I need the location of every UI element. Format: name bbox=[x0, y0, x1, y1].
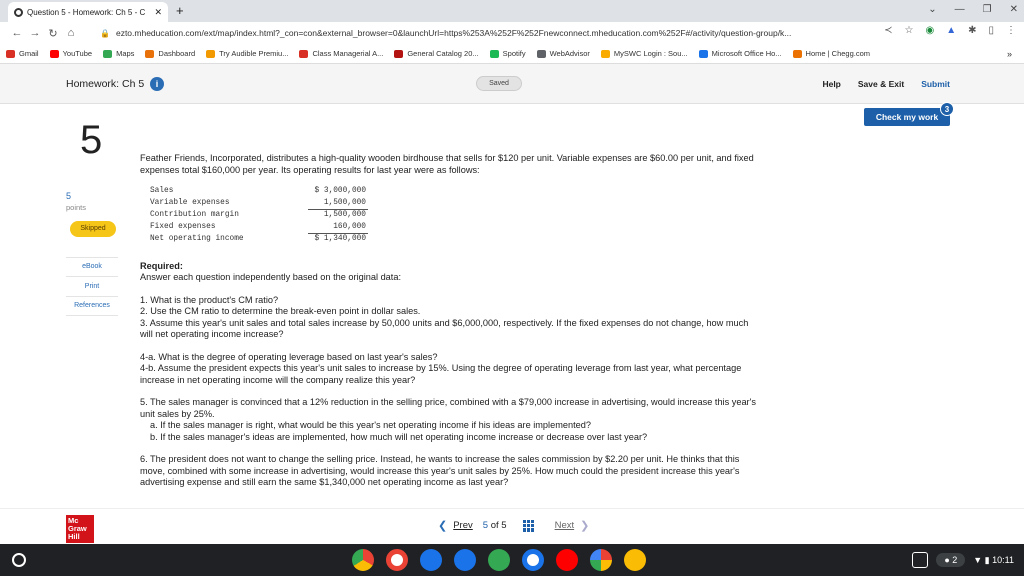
bookmark-favicon-icon bbox=[793, 50, 802, 58]
statement-value: $ 1,340,000 bbox=[314, 235, 366, 243]
bookmark-label: Dashboard bbox=[158, 49, 196, 58]
prev-chevron-icon[interactable]: ❮ bbox=[438, 520, 448, 532]
statement-label: Net operating income bbox=[150, 234, 244, 243]
bookmark-label: YouTube bbox=[62, 49, 93, 58]
bookmark-item[interactable] bbox=[490, 49, 526, 58]
bookmark-label: Microsoft Office Ho... bbox=[711, 49, 782, 58]
sidebar-divider bbox=[66, 296, 118, 297]
page-indicator bbox=[483, 520, 507, 531]
bookmark-label: Gmail bbox=[19, 49, 39, 58]
bookmark-label: MySWC Login : Sou... bbox=[613, 49, 688, 58]
references-link[interactable]: References bbox=[74, 302, 110, 309]
bookmark-label: Spotify bbox=[502, 49, 526, 58]
os-taskbar bbox=[0, 544, 1024, 576]
question-5a: a. If the sales manager is right, what would be this year's net operating income if his ideas are implemented? bbox=[150, 420, 591, 430]
bookmark-item[interactable] bbox=[50, 49, 92, 58]
question-4b: 4-b. Assume the president expects this year's unit sales to increase by 15%. Using the degree of operating leverage from last year, what percentage increase in net operating income will the company realize this year? bbox=[140, 363, 742, 385]
page-favicon-icon bbox=[14, 8, 23, 17]
bookmark-favicon-icon bbox=[103, 50, 112, 58]
question-content bbox=[140, 153, 760, 489]
bookmark-item[interactable] bbox=[394, 49, 478, 58]
bookmarks-bar bbox=[0, 44, 1024, 64]
extensions-icon[interactable]: ✱ bbox=[968, 25, 977, 36]
help-link[interactable]: Help bbox=[822, 79, 841, 89]
home-icon[interactable]: ⌂ bbox=[67, 27, 75, 39]
close-window-icon[interactable]: ✕ bbox=[1009, 4, 1018, 15]
bookmark-favicon-icon bbox=[601, 50, 610, 58]
statement-label: Contribution margin bbox=[150, 210, 239, 219]
question-5b: b. If the sales manager's ideas are implemented, how much will net operating income increase or decrease over last year? bbox=[150, 431, 648, 442]
required-heading: Required: bbox=[140, 260, 183, 271]
total-pages: 5 bbox=[501, 520, 507, 531]
statement-label: Variable expenses bbox=[150, 198, 230, 207]
bookmark-item[interactable] bbox=[145, 49, 195, 58]
assignment-header bbox=[0, 64, 1024, 104]
bookmark-favicon-icon bbox=[537, 50, 546, 58]
lock-icon: 🔒 bbox=[100, 28, 110, 38]
address-bar-row bbox=[0, 22, 1024, 44]
bookmark-item[interactable] bbox=[537, 49, 590, 58]
window-controls bbox=[928, 4, 1018, 15]
statement-value: 1,500,000 bbox=[308, 198, 368, 210]
bookmark-favicon-icon bbox=[299, 50, 308, 58]
side-panel-icon[interactable]: ▯ bbox=[988, 25, 994, 36]
notifications-pill[interactable]: ● 2 bbox=[936, 553, 965, 567]
mcgraw-hill-logo: Mc Graw Hill bbox=[66, 515, 94, 543]
points-value: 5 bbox=[66, 191, 72, 201]
page-of: of bbox=[490, 520, 499, 531]
footer-bar bbox=[0, 508, 1024, 544]
statement-value: 1,500,000 bbox=[323, 211, 366, 219]
bookmark-item[interactable] bbox=[206, 49, 288, 58]
question-intro: Feather Friends, Incorporated, distributes a high-quality wooden birdhouse that sells for $120 per unit. Variable expenses are $60.00 per unit, and fixed expenses total $160,000 per year. Its operating results for last year were as follows: bbox=[140, 153, 754, 175]
question-6-text: 6. The president does not want to change the selling price. Instead, he wants to increase the sales commission by $2.20 per unit. He thinks that this move, combined with some increase in advertising, would increase this year's unit sales by 25%. How much could the president increase this year's advertising expense and still earn the same $1,340,000 net operating income as last year? bbox=[140, 454, 740, 487]
submit-link[interactable]: Submit bbox=[921, 79, 950, 89]
question-1: 1. What is the product's CM ratio? bbox=[140, 294, 279, 305]
statement-row bbox=[148, 210, 368, 222]
bookmark-item[interactable] bbox=[6, 49, 39, 58]
bookmark-item[interactable] bbox=[103, 49, 134, 58]
play-store-icon[interactable] bbox=[522, 549, 544, 571]
bookmark-item[interactable] bbox=[299, 49, 383, 58]
pinned-apps bbox=[352, 549, 646, 571]
next-button[interactable]: Next bbox=[554, 520, 575, 531]
notification-count: 2 bbox=[952, 555, 958, 565]
grammarly-icon[interactable]: ◉ bbox=[925, 25, 935, 36]
gmail-icon[interactable] bbox=[386, 549, 408, 571]
clock: 10:11 bbox=[992, 554, 1014, 565]
statement-label: Sales bbox=[150, 187, 174, 195]
question-2: 2. Use the CM ratio to determine the break-even point in dollar sales. bbox=[140, 306, 421, 316]
tab-search-icon[interactable]: ⌄ bbox=[928, 4, 937, 15]
questions-1-3 bbox=[140, 295, 760, 341]
statement-value: 160,000 bbox=[308, 222, 368, 234]
bookmark-label: WebAdvisor bbox=[549, 49, 590, 58]
tab-title: Question 5 - Homework: Ch 5 - C bbox=[27, 7, 146, 17]
bookmark-favicon-icon bbox=[490, 50, 499, 58]
statement-row bbox=[148, 234, 368, 246]
screen-capture-icon[interactable] bbox=[912, 552, 928, 568]
files-icon[interactable] bbox=[454, 549, 476, 571]
check-my-work-button[interactable]: Check my work bbox=[864, 108, 950, 126]
save-exit-link[interactable]: Save & Exit bbox=[857, 79, 905, 89]
drive-icon[interactable]: ▲ bbox=[946, 25, 957, 36]
youtube-icon[interactable] bbox=[556, 549, 578, 571]
bookmark-favicon-icon bbox=[394, 50, 403, 58]
bookmark-item[interactable] bbox=[699, 49, 782, 58]
sidebar-divider bbox=[66, 315, 118, 316]
statement-row bbox=[148, 222, 368, 234]
bookmark-favicon-icon bbox=[699, 50, 708, 58]
print-link[interactable]: Print bbox=[84, 283, 100, 290]
bookmark-label: Home | Chegg.com bbox=[805, 49, 871, 58]
bookmark-label: Class Managerial A... bbox=[312, 49, 384, 58]
calendar-icon[interactable] bbox=[420, 549, 442, 571]
bookmark-label: Try Audible Premiu... bbox=[219, 49, 289, 58]
statement-row bbox=[148, 186, 368, 198]
question-number: 5 bbox=[80, 118, 103, 162]
statement-label: Fixed expenses bbox=[150, 222, 216, 231]
bookmark-star-icon[interactable]: ☆ bbox=[904, 25, 914, 36]
question-5 bbox=[140, 397, 760, 443]
sidebar-divider bbox=[66, 276, 118, 277]
bookmark-favicon-icon bbox=[50, 50, 59, 58]
bookmark-favicon-icon bbox=[145, 50, 154, 58]
sidebar-divider bbox=[66, 257, 118, 258]
saved-status: Saved bbox=[476, 76, 522, 91]
status-badge: Skipped bbox=[70, 221, 116, 237]
forward-icon[interactable]: → bbox=[29, 27, 41, 39]
check-attempts-badge: 3 bbox=[940, 102, 954, 116]
info-icon[interactable]: i bbox=[150, 77, 164, 91]
bookmark-item[interactable] bbox=[601, 49, 688, 58]
question-5-stem: 5. The sales manager is convinced that a 12% reduction in the selling price, combined with a $79,000 increase in advertising, would increase this year's unit sales by 25%. bbox=[140, 397, 756, 419]
more-bookmarks-icon[interactable]: » bbox=[1006, 49, 1012, 59]
classroom-icon[interactable] bbox=[488, 549, 510, 571]
reload-icon[interactable]: ↻ bbox=[48, 27, 58, 40]
photos-icon[interactable] bbox=[590, 549, 612, 571]
prev-button[interactable]: Prev bbox=[453, 520, 473, 531]
bookmark-item[interactable] bbox=[793, 49, 870, 58]
current-page: 5 bbox=[482, 520, 489, 531]
header-actions bbox=[822, 79, 950, 89]
bookmark-favicon-icon bbox=[206, 50, 215, 58]
assignment-title: Homework: Ch 5 bbox=[66, 78, 145, 90]
question-6 bbox=[140, 454, 760, 489]
browser-tab[interactable] bbox=[8, 2, 168, 22]
system-tray bbox=[912, 552, 1014, 568]
question-4a: 4-a. What is the degree of operating leverage based on last year's sales? bbox=[140, 351, 438, 362]
income-statement bbox=[148, 186, 368, 246]
bookmark-label: General Catalog 20... bbox=[407, 49, 479, 58]
statement-value: $ 3,000,000 bbox=[314, 187, 366, 195]
question-3: 3. Assume this year's unit sales and total sales increase by 50,000 units and $6,000,000, respectively. If the fixed expenses do not change, how much will net operating income increase? bbox=[140, 317, 749, 339]
points-label: points bbox=[66, 203, 87, 212]
required-instructions: Answer each question independently based on the original data: bbox=[140, 272, 402, 282]
back-icon[interactable]: ← bbox=[11, 27, 23, 39]
browser-tab-strip bbox=[0, 0, 1024, 22]
extensions-area bbox=[884, 25, 1016, 36]
minimize-icon[interactable]: — bbox=[954, 4, 965, 15]
new-tab-button[interactable]: + bbox=[176, 3, 184, 18]
share-icon[interactable]: ≺ bbox=[884, 25, 893, 36]
bookmark-label: Maps bbox=[116, 49, 135, 58]
next-chevron-icon[interactable]: ❯ bbox=[580, 520, 590, 532]
restore-icon[interactable]: ❐ bbox=[982, 4, 992, 15]
question-grid-icon[interactable] bbox=[523, 520, 535, 532]
close-tab-icon[interactable]: ✕ bbox=[154, 6, 162, 17]
question-4 bbox=[140, 352, 760, 387]
menu-icon[interactable]: ⋮ bbox=[1006, 25, 1016, 36]
status-area[interactable]: ▼ ▮ 10:11 bbox=[973, 554, 1014, 565]
bookmark-favicon-icon bbox=[6, 50, 15, 58]
launcher-icon[interactable] bbox=[12, 553, 26, 567]
keep-icon[interactable] bbox=[624, 549, 646, 571]
ebook-link[interactable]: eBook bbox=[82, 263, 102, 270]
question-pager bbox=[432, 519, 595, 532]
chrome-icon[interactable] bbox=[352, 549, 374, 571]
url-field[interactable] bbox=[100, 25, 860, 41]
url-text: ezto.mheducation.com/ext/map/index.html?_con=con&external_browser=0&launchUrl=https%253A%252F%252Fnewconnect.mheducation.com%252F#/activity/question-group/k... bbox=[115, 28, 792, 38]
statement-row bbox=[148, 198, 368, 210]
